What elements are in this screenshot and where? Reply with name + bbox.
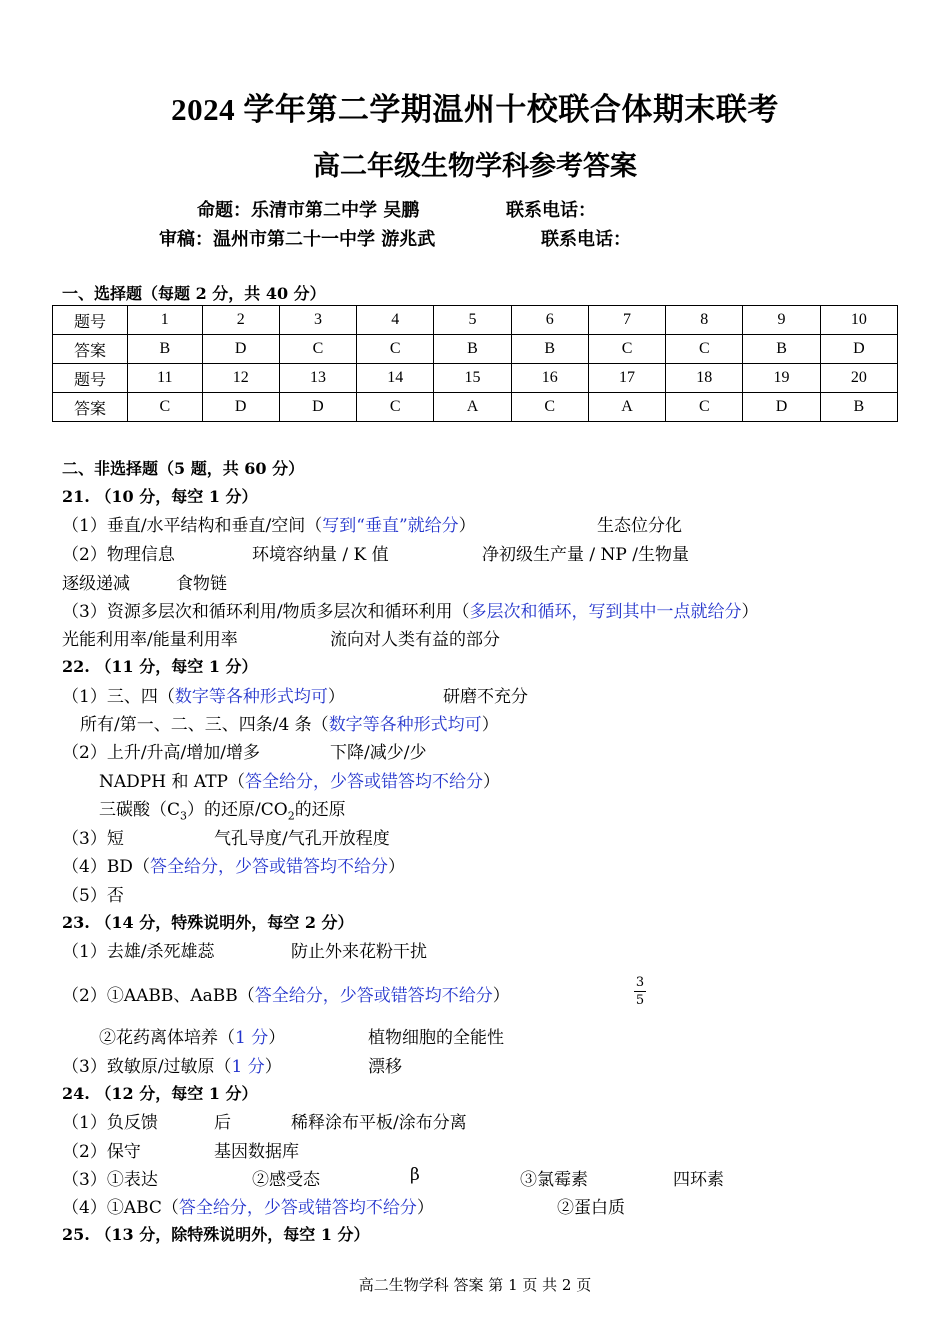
answer-text: （2）①AABB、AaBB（ bbox=[62, 986, 255, 1006]
q22-line4 bbox=[99, 767, 500, 792]
q22-line1 bbox=[62, 682, 345, 707]
answer-cell: D bbox=[279, 393, 356, 422]
answer-cell: C bbox=[666, 335, 743, 364]
scoring-note: 答全给分，少答或错答均不给分 bbox=[149, 857, 388, 877]
scoring-note: 数字等各种形式均可 bbox=[174, 687, 328, 707]
q21-line4 bbox=[62, 597, 759, 622]
question-number: 9 bbox=[743, 306, 820, 335]
q24-line4 bbox=[62, 1193, 434, 1218]
answer-cell: B bbox=[434, 335, 511, 364]
question-number: 15 bbox=[434, 364, 511, 393]
answer-text: ） bbox=[482, 772, 500, 792]
reviewer-line: 审稿：温州市第二十一中学 游兆武 bbox=[159, 229, 436, 250]
q24-line1-answer2: 后 bbox=[214, 1113, 231, 1133]
answer-text: NADPH 和 ATP（ bbox=[99, 772, 245, 792]
question-number: 19 bbox=[743, 364, 820, 393]
question-number: 5 bbox=[434, 306, 511, 335]
reviewer-phone: 联系电话： bbox=[541, 229, 631, 250]
q24-line1-answer1: （1）负反馈 bbox=[62, 1113, 158, 1133]
row-label: 答案 bbox=[53, 335, 128, 364]
scoring-note: 数字等各种形式均可 bbox=[328, 715, 482, 735]
q23-line4 bbox=[62, 1052, 282, 1077]
answer-text: （1）垂直/水平结构和垂直/空间（ bbox=[62, 516, 323, 536]
q21-line2-answer3: 净初级生产量 / NP /生物量 bbox=[482, 545, 689, 565]
q21-line3-answer2: 食物链 bbox=[176, 574, 227, 594]
answer-cell: A bbox=[434, 393, 511, 422]
answer-cell: D bbox=[202, 335, 279, 364]
q24-line3-answer4: ③氯霉素 bbox=[520, 1170, 588, 1190]
document-subtitle: 高二年级生物学科参考答案 bbox=[313, 151, 637, 181]
q21-line2-answer1: （2）物理信息 bbox=[62, 545, 175, 565]
question-number: 1 bbox=[128, 306, 203, 335]
answer-text: ） bbox=[264, 1057, 282, 1077]
q24-heading: 24. （12 分，每空 1 分） bbox=[62, 1084, 258, 1103]
question-number: 13 bbox=[279, 364, 356, 393]
q23-line3 bbox=[99, 1023, 285, 1048]
question-number: 20 bbox=[820, 364, 897, 393]
q24-line2-answer2: 基因数据库 bbox=[214, 1142, 299, 1162]
q22-line1-answer2: 研磨不充分 bbox=[443, 687, 528, 707]
answer-cell: C bbox=[357, 335, 434, 364]
answer-text: ）的还原/CO bbox=[187, 800, 288, 820]
answer-text: ②花药离体培养（ bbox=[99, 1028, 235, 1048]
answer-text: （3）致敏原/过敏原（ bbox=[62, 1057, 232, 1077]
answer-cell: C bbox=[128, 393, 203, 422]
table-row bbox=[53, 393, 898, 422]
answer-text: 三碳酸（C bbox=[99, 800, 181, 820]
answer-cell: D bbox=[820, 335, 897, 364]
answer-text: ） bbox=[481, 715, 499, 735]
answer-cell: B bbox=[820, 393, 897, 422]
q22-line8: （5）否 bbox=[62, 886, 124, 906]
q21-line1-answer2: 生态位分化 bbox=[597, 516, 682, 536]
q24-line2-answer1: （2）保守 bbox=[62, 1142, 141, 1162]
scoring-note: 1 分 bbox=[231, 1057, 265, 1077]
subscript: 3 bbox=[180, 809, 188, 823]
question-number: 6 bbox=[511, 306, 588, 335]
question-number: 18 bbox=[666, 364, 743, 393]
question-number: 17 bbox=[588, 364, 665, 393]
answer-cell: B bbox=[743, 335, 820, 364]
q22-line7 bbox=[62, 852, 405, 877]
scoring-note: 答全给分，少答或错答均不给分 bbox=[178, 1198, 417, 1218]
answer-cell: B bbox=[128, 335, 203, 364]
scoring-note: 多层次和循环，写到其中一点就给分 bbox=[469, 602, 742, 622]
q21-line1 bbox=[62, 511, 476, 536]
q23-line1-answer2: 防止外来花粉干扰 bbox=[291, 942, 427, 962]
answer-text: （4）BD（ bbox=[62, 857, 150, 877]
answer-text: 的还原 bbox=[294, 800, 346, 820]
question-number: 8 bbox=[666, 306, 743, 335]
section1-heading: 一、选择题（每题 2 分，共 40 分） bbox=[62, 284, 326, 303]
row-label: 题号 bbox=[53, 364, 128, 393]
answer-cell: C bbox=[279, 335, 356, 364]
question-number: 7 bbox=[588, 306, 665, 335]
question-number: 10 bbox=[820, 306, 897, 335]
question-number: 12 bbox=[202, 364, 279, 393]
q23-heading: 23. （14 分，特殊说明外，每空 2 分） bbox=[62, 913, 354, 932]
q22-line6-answer2: 气孔导度/气孔开放程度 bbox=[214, 829, 390, 849]
answer-cell: C bbox=[588, 335, 665, 364]
question-number: 16 bbox=[511, 364, 588, 393]
scoring-note: 答全给分，少答或错答均不给分 bbox=[244, 772, 483, 792]
answer-text: 所有/第一、二、三、四条/4 条（ bbox=[80, 715, 329, 735]
q22-heading: 22. （11 分，每空 1 分） bbox=[62, 657, 258, 676]
answer-cell: C bbox=[357, 393, 434, 422]
answer-text: ） bbox=[416, 1198, 434, 1218]
table-row bbox=[53, 364, 898, 393]
scoring-note: 写到“垂直”就给分 bbox=[322, 516, 459, 536]
q22-line6-answer1: （3）短 bbox=[62, 829, 124, 849]
answer-text: ） bbox=[741, 602, 759, 622]
row-label: 答案 bbox=[53, 393, 128, 422]
q23-line1-answer1: （1）去雄/杀死雄蕊 bbox=[62, 942, 215, 962]
page-footer: 高二生物学科 答案 第 1 页 共 2 页 bbox=[358, 1276, 592, 1294]
answer-cell: C bbox=[666, 393, 743, 422]
answer-text: ） bbox=[492, 986, 510, 1006]
q24-line1-answer3: 稀释涂布平板/涂布分离 bbox=[291, 1113, 467, 1133]
q22-line3-answer1: （2）上升/升高/增加/增多 bbox=[62, 743, 260, 763]
q21-line2-answer2: 环境容纳量 / K 值 bbox=[252, 545, 389, 565]
answer-cell: A bbox=[588, 393, 665, 422]
q24-line3-answer5: 四环素 bbox=[673, 1170, 724, 1190]
author-phone: 联系电话： bbox=[506, 200, 596, 221]
q21-line5-answer1: 光能利用率/能量利用率 bbox=[62, 630, 238, 650]
question-number: 11 bbox=[128, 364, 203, 393]
question-number: 3 bbox=[279, 306, 356, 335]
q25-heading: 25. （13 分，除特殊说明外，每空 1 分） bbox=[62, 1225, 370, 1244]
answer-text: ） bbox=[268, 1028, 286, 1048]
fraction-denominator: 5 bbox=[635, 993, 645, 1008]
author-line: 命题：乐清市第二中学 吴鹏 bbox=[197, 200, 420, 221]
q23-line4-answer2: 漂移 bbox=[368, 1057, 402, 1077]
answer-text: （3）资源多层次和循环利用/物质多层次和循环利用（ bbox=[62, 602, 470, 622]
answer-text: （1）三、四（ bbox=[62, 687, 175, 707]
answer-table bbox=[52, 305, 898, 422]
table-row bbox=[53, 335, 898, 364]
q24-line3-answer3: β bbox=[410, 1165, 420, 1185]
scoring-note: 1 分 bbox=[235, 1028, 269, 1048]
q24-line3-answer2: ②感受态 bbox=[252, 1170, 320, 1190]
answer-cell: D bbox=[743, 393, 820, 422]
answer-cell: C bbox=[511, 393, 588, 422]
q23-line3-answer2: 植物细胞的全能性 bbox=[368, 1028, 504, 1048]
question-number: 4 bbox=[357, 306, 434, 335]
section2-heading: 二、非选择题（5 题，共 60 分） bbox=[62, 459, 305, 478]
answer-text: ） bbox=[387, 857, 405, 877]
q21-line3-answer1: 逐级递减 bbox=[62, 574, 130, 594]
answer-text: ） bbox=[327, 687, 345, 707]
document-title: 2024 学年第二学期温州十校联合体期末联考 bbox=[171, 92, 779, 127]
q24-line3-answer1: （3）①表达 bbox=[62, 1170, 158, 1190]
scoring-note: 答全给分，少答或错答均不给分 bbox=[254, 986, 493, 1006]
q24-line4-answer2: ②蛋白质 bbox=[557, 1198, 625, 1218]
q23-line2 bbox=[62, 981, 510, 1006]
fraction-numerator: 3 bbox=[635, 975, 645, 990]
answer-cell: B bbox=[511, 335, 588, 364]
q21-heading: 21. （10 分，每空 1 分） bbox=[62, 487, 258, 506]
answer-text: ） bbox=[458, 516, 476, 536]
q22-line3-answer2: 下降/减少/少 bbox=[330, 743, 427, 763]
question-number: 14 bbox=[357, 364, 434, 393]
fraction-answer bbox=[633, 974, 647, 1009]
q21-line5-answer2: 流向对人类有益的部分 bbox=[330, 630, 500, 650]
subscript: 2 bbox=[287, 809, 295, 823]
row-label: 题号 bbox=[53, 306, 128, 335]
table-row bbox=[53, 306, 898, 335]
question-number: 2 bbox=[202, 306, 279, 335]
answer-text: （4）①ABC（ bbox=[62, 1198, 179, 1218]
answer-cell: D bbox=[202, 393, 279, 422]
q22-line5 bbox=[99, 795, 346, 822]
q22-line2 bbox=[80, 710, 499, 735]
